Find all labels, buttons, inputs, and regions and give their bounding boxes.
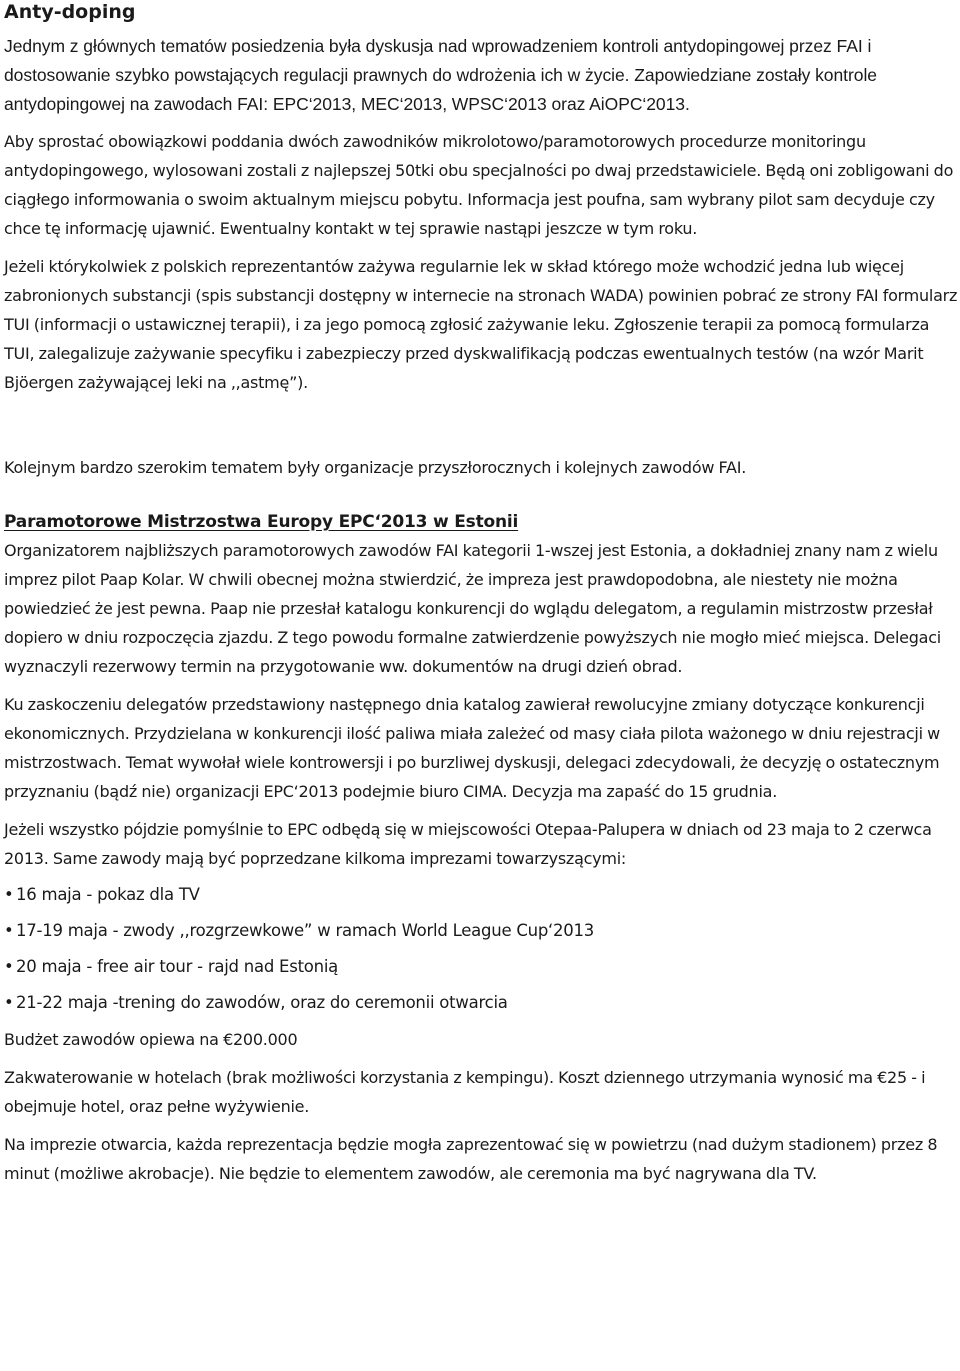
- bullet-icon: •: [4, 957, 14, 976]
- list-item-text: 17-19 maja - zwody ,,rozgrzewkowe” w ramach World League Cup‘2013: [16, 921, 595, 940]
- section-antidoping: [4, 32, 958, 397]
- epc-paragraph-3: Jeżeli wszystko pójdzie pomyślnie to EPC odbędą się w miejscowości Otepaa-Palupera w dniach od 23 maja to 2 czerwca 2013. Same zawody mają być poprzedzane kilkoma imprezami towarzyszącymi:: [4, 820, 932, 868]
- section-epc: [4, 536, 958, 1188]
- transition-paragraph: Kolejnym bardzo szerokim tematem były organizacje przyszłorocznych i kolejnych zawodów FAI.: [4, 458, 747, 477]
- budget-line: Budżet zawodów opiewa na €200.000: [4, 1030, 298, 1049]
- list-item: [4, 881, 958, 909]
- list-item-text: 20 maja - free air tour - rajd nad Estonią: [16, 957, 339, 976]
- bullet-icon: •: [4, 993, 14, 1012]
- section-title-antidoping: Anty-doping: [4, 1, 136, 23]
- list-item: [4, 953, 958, 981]
- antidoping-paragraph-2: Aby sprostać obowiązkowi poddania dwóch zawodników mikrolotowo/paramotorowych procedurze monitoringu antydopingowego, wylosowani zostali z najlepszej 50tki obu specjalności po dwaj przedstawiciele. Będą oni zobligowani do ciągłego informowania o swoim aktualnym miejscu pobytu. Informacja jest poufna, sam wybrany pilot sam decyduje czy chce tę informację ujawnić. Ewentualny kontakt w tej sprawie nastąpi jeszcze w tym roku.: [4, 132, 954, 238]
- epc-paragraph-1: Organizatorem najbliższych paramotorowych zawodów FAI kategorii 1-wszej jest Estonia, a dokładniej znany nam z wielu imprez pilot Paap Kolar. W chwili obecnej można stwierdzić, że impreza jest prawdopodobna, ale niestety nie można powiedzieć że jest pewna. Paap nie przesłał katalogu konkurencji do wglądu delegatom, a regulamin mistrzostw przesłał dopiero w dniu rozpoczęcia zjazdu. Z tego powodu formalne zatwierdzenie powyższych nie mogło mieć miejsca. Delegaci wyznaczyli rezerwowy termin na przygotowanie ww. dokumentów na drugi dzień obrad.: [4, 541, 941, 676]
- bullet-icon: •: [4, 921, 14, 940]
- list-item: [4, 917, 958, 945]
- list-item-text: 21-22 maja -trening do zawodów, oraz do ceremonii otwarcia: [16, 993, 508, 1012]
- epc-paragraph-5: Na imprezie otwarcia, każda reprezentacja będzie mogła zaprezentować się w powietrzu (nad dużym stadionem) przez 8 minut (możliwe akrobacje). Nie będzie to elementem zawodów, ale ceremonia ma być nagrywana dla TV.: [4, 1135, 938, 1183]
- section-title-epc: Paramotorowe Mistrzostwa Europy EPC‘2013 w Estonii: [4, 512, 519, 532]
- antidoping-paragraph-3: Jeżeli którykolwiek z polskich reprezentantów zażywa regularnie lek w skład którego może wchodzić jedna lub więcej zabronionych substancji (spis substancji dostępny w internecie na stronach WADA) powinien pobrać ze strony FAI formularz TUI (informacji o ustawicznej terapii), i za jego pomocą zgłosić zażywanie leku. Zgłoszenie terapii za pomocą formularza TUI, zalegalizuje zażywanie specyfiku i zabezpieczy przed dyskwalifikacją podczas ewentualnych testów (na wzór Marit Bjöergen zażywającej leki na ,,astmę”).: [4, 257, 958, 392]
- list-item-text: 16 maja - pokaz dla TV: [16, 885, 200, 904]
- epc-paragraph-4: Zakwaterowanie w hotelach (brak możliwości korzystania z kempingu). Koszt dziennego utrzymania wynosić ma €25 - i obejmuje hotel, oraz pełne wyżywienie.: [4, 1068, 926, 1116]
- epc-paragraph-2: Ku zaskoczeniu delegatów przedstawiony następnego dnia katalog zawierał rewolucyjne zmiany dotyczące konkurencji ekonomicznych. Przydzielana w konkurencji ilość paliwa miała zależeć od masy ciała pilota ważonego w dniu rejestracji w mistrzostwach. Temat wywołał wiele kontrowersji i po burzliwej dyskusji, delegaci zdecydowali, że decyzję o ostatecznym przyznaniu (bądź nie) organizacji EPC‘2013 podejmie biuro CIMA. Decyzja ma zapaść do 15 grudnia.: [4, 695, 940, 801]
- bullet-icon: •: [4, 885, 14, 904]
- document-page: [4, 0, 958, 1188]
- antidoping-paragraph-1: Jednym z głównych tematów posiedzenia była dyskusja nad wprowadzeniem kontroli antydopingowej przez FAI i dostosowanie szybko powstających regulacji prawnych do wdrożenia ich w życie. Zapowiedziane zostały kontrole antydopingowej na zawodach FAI: EPC‘2013, MEC‘2013, WPSC‘2013 oraz AiOPC‘2013.: [4, 36, 877, 114]
- list-item: [4, 989, 958, 1017]
